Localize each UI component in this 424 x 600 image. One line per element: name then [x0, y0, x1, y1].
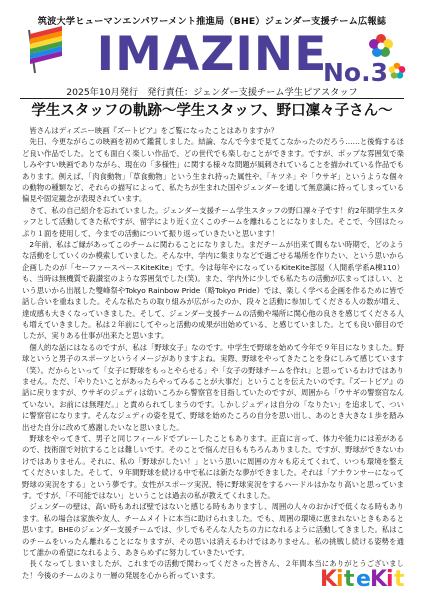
article-headline: 学生スタッフの軌跡〜学生スタッフ、野口凜々子さん〜 — [31, 103, 393, 119]
paragraph: ジェンダーの壁は、高い時もあれば壁ではないと感じる時もありますし、周囲の人々のおかげで低くなる時もあります。私の場合は家族や友人、チームメイトに本当に助けられました。でも、周囲の環境に恵まれないときもあると思います。BHEのジェンダー支援チームでは、少しでもそんな人たちの力になれるように活動してきました。私はこのチームをいったん離れることになりますが、その思いは消えるわけではありません。私の挑戦し続ける姿勢を通じて誰かの希望になれるよう、あきらめずに努力していきたいです。 — [22, 502, 404, 558]
svg-text:t: t — [344, 567, 355, 592]
paragraph: 野球をやってきて、男子と同じフィールドでプレーしたこともあります。正直に言って、体力や能力には差があるので、技術面で対抗することは難しいです。そのことで悩んだ日ももちろんありました。ですが、野球ができないわけではありません。それに、私の「野球がしたい！」という思いに周囲の方々も応えてくれて、いつも環境を整えてくださいました。そして、９年間野球を続ける中で私には新たな夢ができました。それは「アナウンサーになって野球の実況をする」という夢です。女性がスポーツ実況、特に野球実況をするハードルはかなり高いと思っています。ですが、「不可能ではない」ということは過去の私が教えてくれました。 — [22, 433, 404, 500]
newsletter-title: IMAZINE — [96, 27, 328, 82]
svg-text:i: i — [336, 567, 344, 592]
divider — [20, 98, 404, 99]
kitekite-logo — [318, 560, 410, 594]
paragraph: 長くなってしまいましたが、これまでの活動で関わってくださった皆さん、２年間本当にありがとうございました！今後のチームのより一層の発展を心から祈っています。 — [22, 559, 404, 580]
dateline: 2025年10月発行 発行責任：ジェンダー支援チーム学生ピアスタッフ — [66, 87, 358, 98]
paragraph: さて、私の自己紹介を忘れていました。ジェンダー支援チーム学生スタッフの野口凜々子です！約2年間学生スタッフとして活動してきた私ですが、留学により近く立くこのチームを離れることになりました。そこで、今回はたっぷり１面を使用して、今までの活動について振り返っていきたいと思います！ — [22, 205, 404, 238]
paragraph: 個人的な話にはなるのですが、私は「野球女子」なのです。中学生で野球を始めて今年で９年目になりました。野球というと男子のスポーツというイメージがありますよね。実際、野球をやってきたことを身にしみて感じています（笑）。だからといって「女子に野球をもっとやらせる」や「女子の野球チームを作れ」と思っているわけではありません。ただ、「やりたいことがあったらやってみることが大事だ」ということを伝えたいのです。『ズートピア』の話に戻りますが、ウサギのジュディは幼いころから警察官を目指していたのですが、周囲から「ウサギの警察官なんていない。お前には無理だ。」と責められてしまうのです。しかしジュディは自分の「なりたい」を追求して、ついに警察官になります。そんなジュディの姿を見て、野球を始めたころの自分を思い出し、あのとき大きな１歩を踏み出せた自分に改めて感謝したいなと思いました。 — [22, 342, 404, 432]
article-body — [22, 125, 404, 581]
svg-text:e: e — [356, 567, 371, 592]
organization-line: 筑波大学ヒューマンエンパワーメント推進局（BHE）ジェンダー支援チーム広報誌 — [37, 16, 387, 27]
issue-number: No.3 — [323, 58, 388, 87]
paragraph: 皆さんはディズニー映画『ズートピア』をご覧になったことはありますか？ — [29, 126, 279, 135]
svg-text:K: K — [320, 567, 338, 592]
svg-text:K: K — [370, 567, 388, 592]
flower-icon — [368, 33, 394, 59]
svg-text:i: i — [386, 567, 394, 592]
flower-icon — [388, 62, 406, 80]
paragraph: 先日、今更ながらこの映画を初めて鑑賞しました。結論、なんで今まで見てこなかったのだろう……と後悔するほど良い作品でした。とても面白く楽しい作品で、どの世代でも楽しむことができます。ですが、ポップな雰囲気で楽しみやすい映画でありながら、現在の「多様性」に関する様々な問題が風刺されていることを描かれている作品でもあります。例えば、「肉食動物」「草食動物」という生まれ持った属性や、「キツネ」や「ウサギ」というような個々の動物の種類など、それらの描写によって、私たちが生まれた国やジェンダーを通して無意識に持ってしまっている偏見や固定観念が表現されています。 — [22, 137, 404, 204]
paragraph: 2年前、私はご縁があってこのチームに関わることになりました。まだチームが出来て間もない時期で、どのような活動をしていくのか模索していました。そんな中、学内に集まりなどで過ごせる場所を作りたい、という思いから企画したのが「セーファースペースKiteKite」です。今は毎年やになっているKiteKite部屋（人間系学系A棟110）も、当時は無機質で殺讃室のような雰囲気でした(笑)。また、学内外に少しでも私たちの活動が広まってほしい、という思いから出展した雙峰祭やTokyo Rainbow Pride（略Tokyo Pride）では、楽しく学べる企画を作るために皆で話し合いを重ねました。そんな私たちの取り組みが広がったのか、段々と活動に参加してくださる人の数が増え、達成感も大きくなっていきました。そして、ジェンダー支援チームの活動や場所に関心他の良さを感じてくださる人も増えていきました。私は２年前にしてやっと活動の成果が出始めている、と感じていました。とても良い節目のでしたが、実りある仕事が出来たと思います。 — [22, 240, 404, 341]
svg-text:t: t — [394, 567, 405, 592]
